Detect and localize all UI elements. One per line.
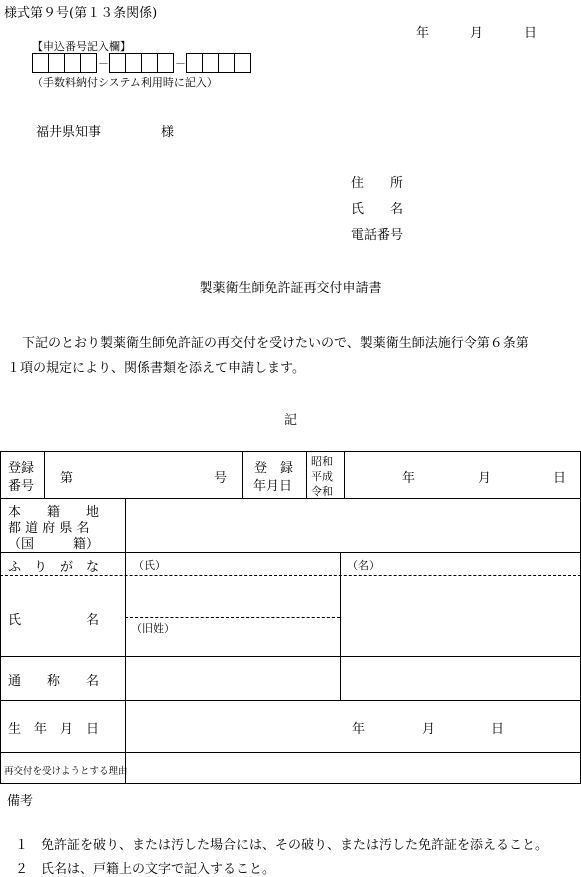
digit-box[interactable] <box>48 53 65 73</box>
birth-month: 月 <box>422 722 436 737</box>
honseki-label-2: 都 道 府 県 名 <box>8 521 90 536</box>
era-reiwa: 令和 <box>311 485 333 498</box>
former-name-label: （旧姓） <box>131 622 175 635</box>
honseki-label-1: 本 籍 地 <box>8 505 100 520</box>
reg-number-field[interactable] <box>45 452 241 498</box>
notes-heading: 備考 <box>7 794 34 809</box>
addressee-name: 福井県知事 <box>36 125 102 140</box>
application-table <box>0 451 581 784</box>
era-showa: 昭和 <box>311 455 333 468</box>
applicant-address-label: 住 所 <box>351 176 404 191</box>
alias-label: 通 称 名 <box>8 674 100 689</box>
reg-number-label-1: 登録 <box>8 461 35 476</box>
reg-year: 年 <box>402 471 416 486</box>
given-name-label: （名） <box>347 559 380 572</box>
application-number-label: 【申込番号記入欄】 <box>32 40 131 53</box>
digit-box[interactable] <box>202 53 219 73</box>
honseki-field[interactable] <box>126 499 579 552</box>
application-number-boxes[interactable] <box>32 53 250 73</box>
birth-day: 日 <box>491 722 505 737</box>
reason-field[interactable] <box>126 753 579 783</box>
separator: － <box>98 57 109 70</box>
given-name-field[interactable] <box>341 576 579 656</box>
ki-heading: 記 <box>283 413 297 428</box>
digit-box[interactable] <box>32 53 49 73</box>
digit-box[interactable] <box>234 53 251 73</box>
digit-box[interactable] <box>125 53 142 73</box>
applicant-phone-label: 電話番号 <box>351 228 404 243</box>
reg-date-label-1: 登 録 <box>254 461 294 476</box>
digit-box[interactable] <box>141 53 158 73</box>
reg-day: 日 <box>553 471 567 486</box>
birth-label: 生 年 月 日 <box>8 722 100 737</box>
alias-field[interactable] <box>126 657 579 700</box>
note-item-2: ２ 氏名は、戸籍上の文字で記入すること。 <box>15 862 276 877</box>
body-line-1: 下記のとおり製薬衛生師免許証の再交付を受けたいので、製薬衛生師法施行令第６条第 <box>22 336 529 351</box>
era-heisei: 平成 <box>311 470 333 483</box>
applicant-name-label: 氏 名 <box>351 202 404 217</box>
family-name-label: （氏） <box>133 559 166 572</box>
reg-month: 月 <box>478 471 492 486</box>
reg-number-label-2: 番号 <box>8 479 35 494</box>
separator: － <box>175 57 186 70</box>
addressee-honorific: 様 <box>161 125 175 140</box>
digit-box[interactable] <box>109 53 126 73</box>
form-number: 様式第９号(第１３条関係) <box>4 6 158 21</box>
name-label: 氏 名 <box>8 613 100 628</box>
reg-number-go: 号 <box>214 471 228 486</box>
digit-box[interactable] <box>80 53 97 73</box>
birth-date-field[interactable] <box>126 701 579 752</box>
birth-year: 年 <box>352 722 366 737</box>
reg-date-label-2: 年月日 <box>253 479 293 494</box>
reg-date-field[interactable] <box>345 452 579 498</box>
document-title: 製薬衛生師免許証再交付申請書 <box>199 281 382 296</box>
reason-label: 再交付を受けようとする理由 <box>4 766 128 777</box>
date-year: 年 <box>416 26 430 41</box>
furigana-label: ふ り が な <box>8 560 100 575</box>
note-item-1: １ 免許証を破り、または汚した場合には、その破り、または汚した免許証を添えること。 <box>15 838 549 853</box>
application-number-note: （手数料納付システム利用時に記入） <box>32 76 218 89</box>
digit-box[interactable] <box>64 53 81 73</box>
body-line-2: １項の規定により、関係書類を添えて申請します。 <box>7 361 305 376</box>
family-name-field[interactable] <box>126 576 339 656</box>
date-day: 日 <box>524 26 538 41</box>
digit-box[interactable] <box>157 53 174 73</box>
reg-number-dai: 第 <box>60 471 74 486</box>
digit-box[interactable] <box>218 53 235 73</box>
digit-box[interactable] <box>186 53 203 73</box>
honseki-label-3: （国 籍） <box>8 537 100 552</box>
date-month: 月 <box>470 26 484 41</box>
